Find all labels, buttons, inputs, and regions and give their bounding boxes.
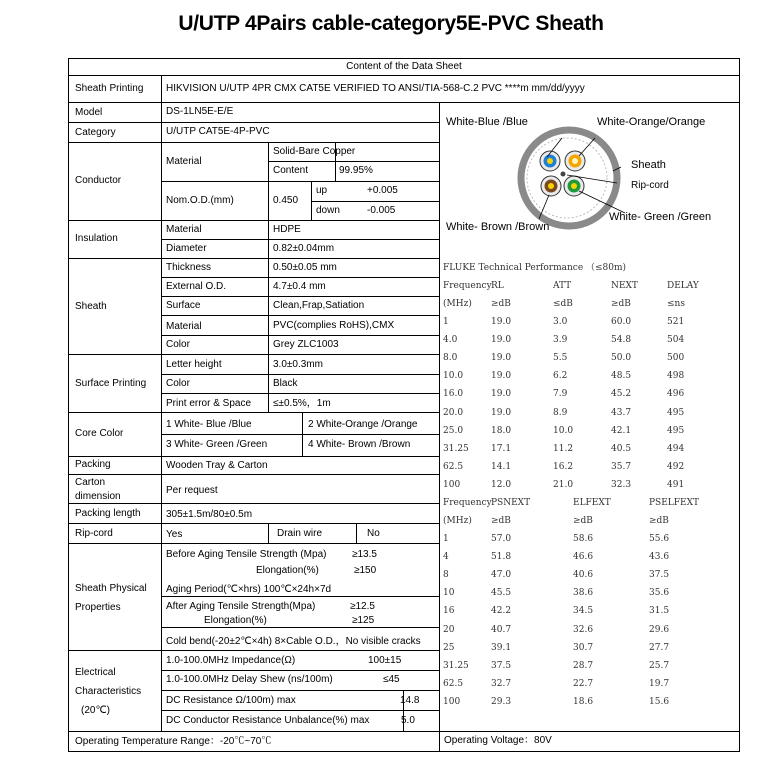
perf2-cell: 37.5 <box>491 660 512 671</box>
operating-temperature: Operating Temperature Range：-20℃~70℃ <box>75 736 272 747</box>
perf1-cell: 35.7 <box>611 461 632 472</box>
data-sheet-table <box>68 58 740 752</box>
sheath-row-label: Thickness <box>166 262 212 273</box>
perf2-cell: 46.6 <box>573 552 594 563</box>
perf2-cell: 39.1 <box>491 642 512 653</box>
label-white-green: White- Green /Green <box>609 211 712 223</box>
impedance-value: 100±15 <box>368 655 402 666</box>
perf1-cell: 18.0 <box>491 425 512 436</box>
drain-wire-value: No <box>367 528 380 539</box>
perf2-cell: 35.6 <box>649 588 670 599</box>
packing-label: Packing <box>75 459 111 470</box>
conductor-material-value: Solid-Bare Copper <box>273 146 356 157</box>
perf2-cell: 28.7 <box>573 660 594 671</box>
perf1-unit: (MHz) <box>443 299 472 309</box>
perf2-cell: 25.7 <box>649 660 670 671</box>
perf-title: FLUKE Technical Performance （≤80m) <box>443 263 627 273</box>
perf1-cell: 40.5 <box>611 443 632 454</box>
perf1-cell: 19.0 <box>491 407 512 418</box>
perf1-cell: 45.2 <box>611 389 632 400</box>
perf1-cell: 12.0 <box>491 479 512 490</box>
ripcord-value: Yes <box>166 529 183 540</box>
perf1-unit: ≤ns <box>667 299 685 309</box>
perf2-cell: 16 <box>443 606 455 617</box>
perf1-cell: 43.7 <box>611 407 632 418</box>
sheath-label: Sheath <box>75 301 107 312</box>
perf1-cell: 19.0 <box>491 371 512 382</box>
perf1-cell: 495 <box>667 425 685 436</box>
perf2-cell: 4 <box>443 552 449 563</box>
surface-row-value: ≤±0.5%，1m <box>273 398 331 409</box>
perf2-cell: 25 <box>443 642 455 653</box>
perf2-cell: 22.7 <box>573 678 594 689</box>
perf2-cell: 32.7 <box>491 678 512 689</box>
core-color-4: 4 White- Brown /Brown <box>308 439 411 450</box>
conductor-up-label: up <box>316 185 328 196</box>
core-conductor <box>572 158 578 164</box>
sheath-row-value: 0.50±0.05 mm <box>273 262 337 273</box>
electrical-label-2: Characteristics <box>75 686 142 697</box>
perf2-cell: 27.7 <box>649 642 670 653</box>
sheath-row-value: 4.7±0.4 mm <box>273 281 326 292</box>
ripcord-dot <box>561 172 566 177</box>
conductor-material-label: Material <box>166 156 202 167</box>
cold-bend: Cold bend(-20±2℃×4h) 8×Cable O.D.，No visible cracks <box>166 636 421 647</box>
page-title: U/UTP 4Pairs cable-category5E-PVC Sheath <box>178 12 604 35</box>
packing-length-label: Packing length <box>75 508 141 519</box>
aging-period: Aging Period(℃×hrs) 100℃×24h×7d <box>166 584 332 595</box>
perf2-cell: 18.6 <box>573 696 594 707</box>
perf1-header: DELAY <box>667 281 699 291</box>
perf1-cell: 48.5 <box>611 371 632 382</box>
label-sheath: Sheath <box>631 159 666 171</box>
category-value: U/UTP CAT5E-4P-PVC <box>166 126 270 137</box>
perf1-cell: 50.0 <box>611 353 632 364</box>
perf1-cell: 11.2 <box>553 443 574 454</box>
perf1-cell: 10.0 <box>553 425 574 436</box>
after-aging-text: After Aging Tensile Strength(Mpa) <box>166 601 316 612</box>
perf2-cell: 45.5 <box>491 588 512 599</box>
perf1-cell: 21.0 <box>553 479 574 490</box>
impedance-text: 1.0-100.0MHz Impedance(Ω) <box>166 655 296 666</box>
perf2-cell: 100 <box>443 696 461 707</box>
perf2-cell: 32.6 <box>573 624 594 635</box>
category-label: Category <box>75 127 116 138</box>
label-white-brown: White- Brown /Brown <box>446 221 550 233</box>
perf2-cell: 1 <box>443 534 449 544</box>
perf1-cell: 31.25 <box>443 443 469 454</box>
surface-row-label: Print error & Space <box>166 398 252 409</box>
perf1-cell: 3.9 <box>553 335 568 346</box>
perf2-cell: 20 <box>443 624 455 635</box>
perf1-header: RL <box>491 281 504 291</box>
perf1-cell: 32.3 <box>611 479 632 490</box>
electrical-label-3: (20℃) <box>81 705 111 716</box>
perf1-cell: 19.0 <box>491 335 512 346</box>
perf1-cell: 19.0 <box>491 317 512 327</box>
dc-resistance-text: DC Resistance Ω/100m) max <box>166 695 296 706</box>
perf2-cell: 31.5 <box>649 606 670 617</box>
perf1-cell: 25.0 <box>443 425 464 436</box>
perf1-header: NEXT <box>611 281 638 291</box>
core-conductor <box>547 158 553 164</box>
perf2-cell: 37.5 <box>649 570 670 581</box>
perf2-cell: 40.7 <box>491 624 512 635</box>
perf1-cell: 54.8 <box>611 335 632 346</box>
perf1-cell: 492 <box>667 461 685 472</box>
sheath-printing-value: HIKVISION U/UTP 4PR CMX CAT5E VERIFIED TO ANSI/TIA-568-C.2 PVC ****m mm/dd/yyyy <box>166 83 585 94</box>
perf2-cell: 31.25 <box>443 660 469 671</box>
perf2-cell: 62.5 <box>443 678 464 689</box>
conductor-od-value: 0.450 <box>273 195 299 206</box>
perf1-header: ATT <box>553 281 572 291</box>
perf2-cell: 38.6 <box>573 588 594 599</box>
perf1-unit: ≤dB <box>553 299 573 309</box>
sheath-row-label: External O.D. <box>166 281 227 292</box>
perf1-cell: 16.0 <box>443 389 464 400</box>
perf2-unit: ≥dB <box>573 516 593 526</box>
elongation-label: Elongation(%) <box>256 565 319 576</box>
perf2-header: Frequency <box>443 498 492 508</box>
sheath-row-value: PVC(complies RoHS),CMX <box>273 320 395 331</box>
sheath-row-value: Clean,Frap,Satiation <box>273 300 365 311</box>
perf1-cell: 10.0 <box>443 371 464 382</box>
perf2-cell: 29.3 <box>491 696 512 707</box>
surface-row-value: Black <box>273 378 298 389</box>
perf2-cell: 29.6 <box>649 624 670 635</box>
perf2-cell: 40.6 <box>573 570 594 581</box>
perf2-cell: 42.2 <box>491 606 512 617</box>
perf2-cell: 43.6 <box>649 552 670 563</box>
carton-label: Carton <box>75 477 106 488</box>
perf1-cell: 42.1 <box>611 425 632 436</box>
perf1-cell: 60.0 <box>611 317 632 327</box>
perf1-cell: 17.1 <box>491 443 512 454</box>
insulation-diameter-value: 0.82±0.04mm <box>273 243 335 254</box>
conductor-down-value: -0.005 <box>367 205 396 216</box>
surface-row-label: Color <box>166 378 190 389</box>
physical-label: Sheath Physical <box>75 583 147 594</box>
perf2-header: ELFEXT <box>573 498 611 508</box>
core-color-3: 3 White- Green /Green <box>166 439 268 450</box>
perf2-cell: 57.0 <box>491 534 512 544</box>
perf1-cell: 494 <box>667 443 685 454</box>
perf2-cell: 47.0 <box>491 570 512 581</box>
sheath-printing-label: Sheath Printing <box>75 83 144 94</box>
model-label: Model <box>75 107 103 118</box>
physical-label-2: Properties <box>75 602 121 613</box>
conductor-label: Conductor <box>75 175 122 186</box>
perf2-cell: 19.7 <box>649 678 670 689</box>
ripcord-label: Rip-cord <box>75 528 113 539</box>
elongation-value: ≥150 <box>354 565 377 576</box>
conductor-down-label: down <box>316 205 340 216</box>
carton-label-2: dimension <box>75 491 121 502</box>
core-color-1: 1 White- Blue /Blue <box>166 419 252 430</box>
perf1-cell: 19.0 <box>491 353 512 364</box>
delay-skew-text: 1.0-100.0MHz Delay Shew (ns/100m) <box>166 674 333 685</box>
surface-printing-label: Surface Printing <box>75 378 147 389</box>
insulation-label: Insulation <box>75 233 118 244</box>
label-ripcord: Rip-cord <box>631 180 669 191</box>
before-aging-value: ≥13.5 <box>352 549 377 560</box>
conductor-od-label: Nom.O.D.(mm) <box>166 195 234 206</box>
perf2-cell: 51.8 <box>491 552 512 563</box>
surface-row-label: Letter height <box>166 359 222 370</box>
perf1-cell: 495 <box>667 407 685 418</box>
perf1-cell: 16.2 <box>553 461 574 472</box>
perf2-header: PSNEXT <box>491 498 531 508</box>
perf2-unit: ≥dB <box>491 516 511 526</box>
perf1-cell: 4.0 <box>443 335 458 346</box>
perf1-cell: 14.1 <box>491 461 512 472</box>
conductor-content-value: 99.95% <box>339 165 373 176</box>
packing-value: Wooden Tray & Carton <box>166 460 268 471</box>
electrical-label: Electrical <box>75 667 116 678</box>
perf1-cell: 3.0 <box>553 317 568 327</box>
after-aging-value: ≥12.5 <box>350 601 375 612</box>
sheath-row-value: Grey ZLC1003 <box>273 339 339 350</box>
dc-unbalance-value: 5.0 <box>401 715 415 726</box>
label-white-orange: White-Orange/Orange <box>597 116 706 128</box>
perf2-cell: 55.6 <box>649 534 670 544</box>
dc-resistance-value: 14.8 <box>400 695 420 706</box>
sheath-row-label: Material <box>166 321 202 332</box>
sheath-row-label: Color <box>166 339 190 350</box>
carton-value: Per request <box>166 485 218 496</box>
perf1-cell: 8.0 <box>443 353 458 364</box>
drain-wire-label: Drain wire <box>277 528 323 539</box>
perf1-cell: 100 <box>443 479 461 490</box>
sheath-row-label: Surface <box>166 300 201 311</box>
dc-unbalance-text: DC Conductor Resistance Unbalance(%) max <box>166 715 370 726</box>
sheet-header: Content of the Data Sheet <box>346 61 462 72</box>
core-color-2: 2 White-Orange /Orange <box>308 419 418 430</box>
perf2-cell: 15.6 <box>649 696 670 707</box>
operating-voltage: Operating Voltage：80V <box>444 735 552 746</box>
surface-row-value: 3.0±0.3mm <box>273 359 323 370</box>
insulation-material-value: HDPE <box>273 224 301 235</box>
model-value: DS-1LN5E-E/E <box>166 106 234 117</box>
perf1-cell: 5.5 <box>553 353 568 364</box>
elongation-value-2: ≥125 <box>352 615 375 626</box>
packing-length-value: 305±1.5m/80±0.5m <box>166 509 253 520</box>
core-conductor <box>548 183 554 189</box>
conductor-up-value: +0.005 <box>367 185 398 196</box>
perf2-unit: ≥dB <box>649 516 669 526</box>
perf1-cell: 1 <box>443 317 449 327</box>
perf1-unit: ≥dB <box>611 299 631 309</box>
perf1-cell: 7.9 <box>553 389 568 400</box>
perf1-cell: 498 <box>667 371 685 382</box>
core-color-label: Core Color <box>75 428 124 439</box>
perf2-cell: 58.6 <box>573 534 594 544</box>
perf1-cell: 19.0 <box>491 389 512 400</box>
perf2-header: PSELFEXT <box>649 498 699 508</box>
perf2-cell: 10 <box>443 588 455 599</box>
insulation-diameter-label: Diameter <box>166 243 207 254</box>
core-conductor <box>571 183 577 189</box>
perf1-cell: 491 <box>667 479 685 490</box>
delay-skew-value: ≤45 <box>383 674 400 685</box>
perf1-header: Frequency <box>443 281 492 291</box>
before-aging-text: Before Aging Tensile Strength (Mpa) <box>166 549 327 560</box>
conductor-content-label: Content <box>273 165 309 176</box>
perf1-cell: 504 <box>667 335 685 346</box>
elongation-label-2: Elongation(%) <box>204 615 267 626</box>
perf1-cell: 20.0 <box>443 407 464 418</box>
label-white-blue: White-Blue /Blue <box>446 116 528 128</box>
insulation-material-label: Material <box>166 224 202 235</box>
perf1-cell: 496 <box>667 389 685 400</box>
perf1-cell: 6.2 <box>553 371 568 382</box>
perf1-cell: 500 <box>667 353 685 364</box>
perf2-cell: 8 <box>443 570 449 581</box>
perf1-cell: 62.5 <box>443 461 464 472</box>
perf1-cell: 8.9 <box>553 407 568 418</box>
perf1-unit: ≥dB <box>491 299 511 309</box>
perf1-cell: 521 <box>667 317 685 327</box>
perf2-unit: (MHz) <box>443 516 472 526</box>
perf2-cell: 30.7 <box>573 642 594 653</box>
perf2-cell: 34.5 <box>573 606 594 617</box>
